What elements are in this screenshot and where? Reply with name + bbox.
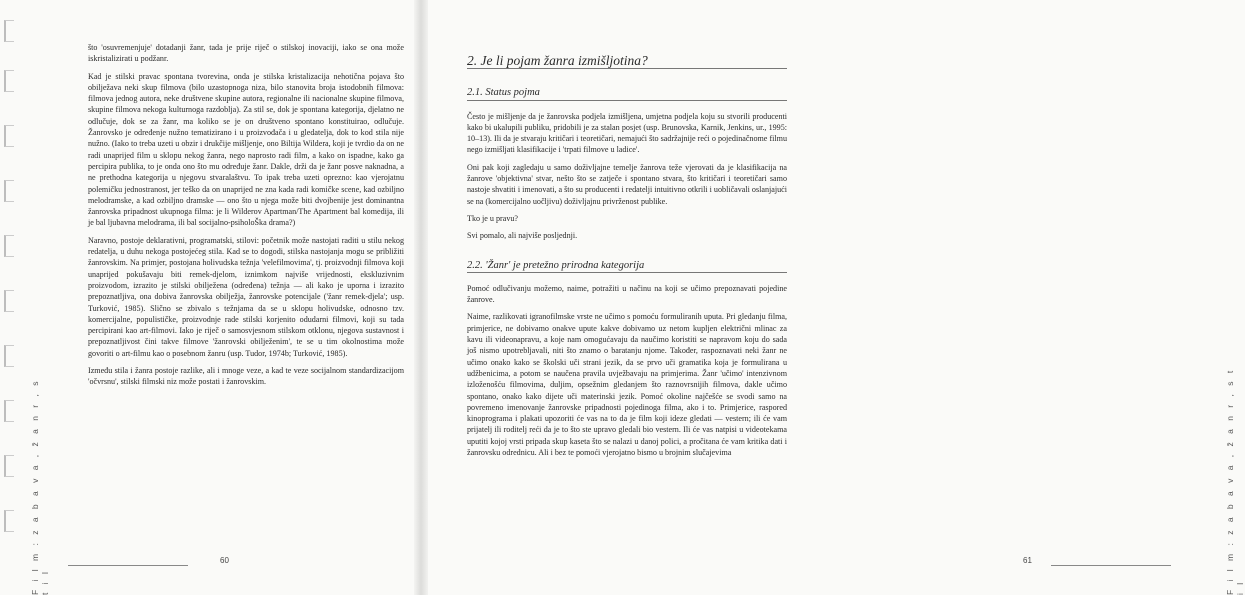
page-number-right: 61 bbox=[1023, 556, 1032, 565]
paragraph: Svi pomalo, ali najviše posljednji. bbox=[467, 231, 578, 241]
page-edge-marks bbox=[2, 0, 14, 595]
paragraph: Naime, razlikovati igranofilmske vrste ne učimo s pomoću formuliranih uputa. Pri gledanju filma, primjerice, ne dobivamo onakve upute kakve dobivamo uz netom kupljen električni mlinac za kavu ili videonapravu, a koje nam omogućavaju da naučimo koristiti se napravom koju do sada još nismo upotrebljavali, niti što znamo o baratanju njome. Također, raspoznavati neki žanr ne učimo onako kako se školski uči strani jezik, da se prvo uči gramatika koja je formulirana u udžbenicima, a potom se naučena pravila uvježbavaju na primjerima. Žanr 'učimo' intenzivnom izloženošću filmovima, duljim, opsežnim gledanjem što raznovrsnijih filmova, dakle učimo spontano, onako kako dijete uči materinski jezik. Pomoć okoline najčešće se svodi samo na povremeno imenovanje žanrovske pripadnosti pojedinoga filma, ako i to. Primjerice, raspored kinoprograma i plakati upozoriti će vas na to da je film koji ideze gledati — vestern; ili će vam prijatelj ili roditelj reći da je to što ste upravo gledali bio vestern. Ili će vas natpisi u videotekama uputiti kojoj vrsti pripada skup kaseta što se nalazi u danoj polici, a pročitana će vam kritika dati i žanrovsku odrednicu. Ali i bez te pomoći vjerojatno bismo u brojnim slučajevima bbox=[467, 312, 787, 458]
footer-rule bbox=[1051, 565, 1171, 566]
paragraph: što 'osuvremenjuje' dotadanji žanr, tada je prije riječ o stilskoj inovaciji, iako se ona može iskristalizirati u podžanr. bbox=[88, 43, 404, 64]
paragraph: Oni pak koji zagledaju u samo doživljajne temelje žanrova teže vjerovati da je klasifikacija na žanrove 'objektivna' stvar, nešto što se zatječe i spontano stvara, što kritičari i teoretičari samo nastoje shvatiti i imenovati, a što su producenti i redatelji intuitivno otkrili i uobličavali oslanjajući se na (komercijalno uočljivu) doživljajnu privrženost publike. bbox=[467, 162, 787, 206]
chapter-title: 2. Je li pojam žanra izmišljotina? bbox=[467, 55, 787, 69]
left-page bbox=[0, 0, 421, 595]
paragraph: Često je mišljenje da je žanrovska podjela izmišljena, umjetna podjela koju su stvorili producenti kako bi ukalupili publiku, pridobili je za stalan posjet (usp. Brunovska, Karnik, Jenkins, ur., 1995: 10–13). Ili da je stvaraju kritičari i teoretičari, nemajući što sadržajnije reći o pojedinačnome filmu nego izmišljati klasifikacije i 'trpati filmove u ladice'. bbox=[467, 111, 787, 155]
footer-rule bbox=[68, 565, 188, 566]
section-title: 2.2. 'Žanr' je pretežno prirodna kategorija bbox=[467, 260, 787, 273]
running-header-right: F i l m : z a b a v a , ž a n r , s t i l bbox=[1225, 367, 1245, 595]
paragraph: Tko je u pravu? bbox=[467, 213, 519, 223]
right-page bbox=[421, 0, 1245, 595]
right-text-column bbox=[467, 45, 787, 464]
page-number-left: 60 bbox=[220, 556, 229, 565]
left-text-column bbox=[88, 42, 404, 394]
paragraph: Naravno, postoje deklarativni, programatski, stilovi: početnik može nastojati raditi u stilu nekog redatelja, u duhu nekoga postojećeg stila. Kad se to dogodi, stilska nastojanja mogu se približiti žanrovskim. Na primjer, postojana holivudska težnja 'velefilmovima', tj. proizvodnji filmova koji unaprijed pokušavaju biti remek-djelom, iznimkom najviše vrijednosti, ekskluzivnim proizvodom, izrazito je stilski obilježena (određena) težnja — ali kako je uporna i izrazito prepoznatljiva, ona dobiva žanrovska obilježja, žanrovske potencijale ('žanr remek-djela'; usp. Turković, 1985). Slično se zbivalo s težnjama da se u sklopu holivudske, odnosno tzv. komercijalne, populističke, proizvodnje rade stilski korjenito odudarni filmovi, koji su tada percipirani kao art-filmovi. Iako je riječ o samosvjesnom stilskom otklonu, njegova sustavnost i prepoznatljivost čini takve filmove 'žanrovski obilježenim', te se u tim okolnostima može govoriti o art-filmu kao o posebnom žanru (usp. Tudor, 1974b; Turković, 1985). bbox=[88, 235, 404, 358]
section-title: 2.1. Status pojma bbox=[467, 87, 787, 100]
running-header-left: F i l m : z a b a v a , ž a n r , s t i l bbox=[30, 378, 50, 595]
paragraph: Kad je stilski pravac spontana tvorevina, onda je stilska kristalizacija nehotična pojava što obilježava neki skup filmova (bilo uzastopnoga niza, bilo stanovita broja istodobnih filmova: filmova jednog autora, neke društvene skupine autora, regionalne ili nacionalne skupine filmova, skupine filmova nekoga kulturnoga razdoblja). Za stil se, dok je spontana kategorija, djelatno ne odlučuje, dok se za žanr, ma koliko se je on društveno spontano konstituirao, odlučuje. Žanrovsko je određenje nužno tematizirano i u proizvođača i u gledatelja, dok to kod stila nije nužno. (Iako to treba uzeti u obzir i drukčije mišljenje, ono Biltija Wildera, koji je tvrdio da on ne radi unaprijed film u sklopu nekog žanra, nego naprosto radi film, a kako on ispadne, kako ga percipira publika, to je onda ono što mu određuje žanr. Dakle, drži da je žanr posve naknadna, a ne prethodna kategorija u njegovu stvaralaštvu. To ipak treba uzeti oprezno: kao vjerojatnu polemičku jednostranost, jer teško da on unaprijed ne zna kada radi komičke scene, kad ozbiljno melodramske, a kad ozbiljno dramske — ono što u njega može biti dvojbenije jest dominantna žanrovska pripadnost ukupnoga filma: je li Wilderov Apartman/The Apartment bal komedija, ili je bal ljubavna melodrama, ili bal socijalno-psiholoŠka drama?) bbox=[88, 71, 404, 228]
paragraph: Pomoć odlučivanju možemo, naime, potražiti u načinu na koji se učimo prepoznavati pojedine žanrove. bbox=[467, 283, 787, 305]
paragraph: Između stila i žanra postoje razlike, ali i mnoge veze, a kad te veze socijalnom standardizacijom 'očvrsnu', stilski filmski niz može postati i žanrovskim. bbox=[88, 366, 404, 387]
